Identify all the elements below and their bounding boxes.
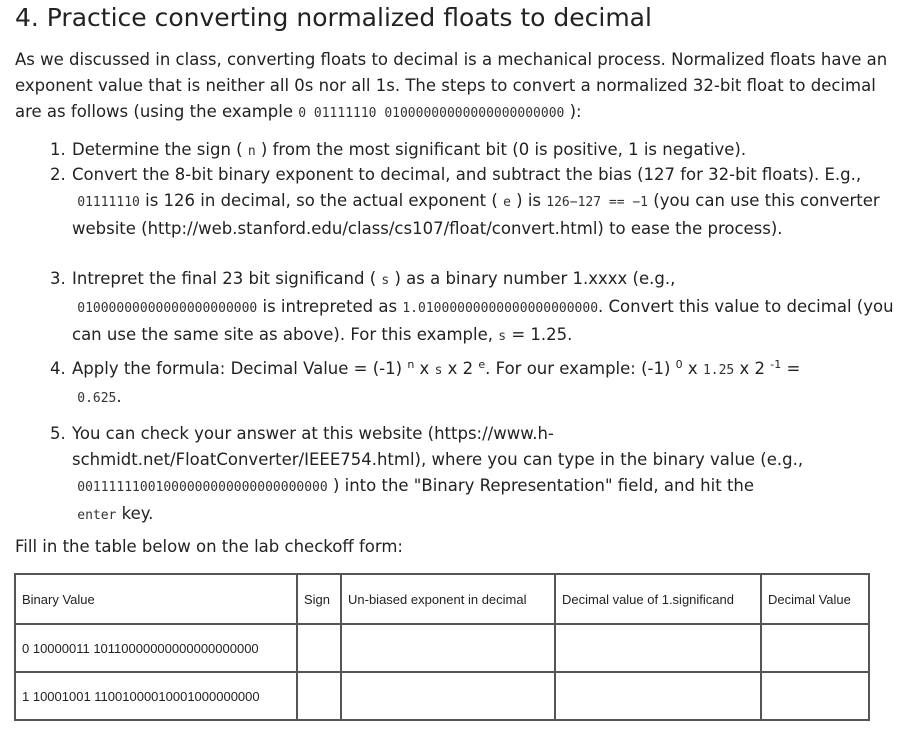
step-text: ) into the "Binary Representation" field, and hit the (327, 476, 755, 495)
superscript: 0 (675, 358, 683, 371)
cell-decimal-value (761, 672, 869, 720)
intro-paragraph (15, 47, 900, 127)
step-number: 2. (50, 165, 66, 184)
cell-significand (555, 672, 761, 720)
table-row (15, 624, 869, 672)
step-text: You can check your answer at this website (https://www.h-schmidt.net/FloatConverter/IEEE754.html), where you can type in the binary value (e.g., (72, 424, 804, 469)
step-text: . (116, 387, 122, 406)
header-sign: Sign (297, 574, 341, 624)
step-text: = (781, 359, 801, 378)
exponent-code: 01111110 (77, 195, 140, 210)
header-significand: Decimal value of 1.significand (555, 574, 761, 624)
table-row (15, 672, 869, 720)
step-text: ) is (510, 191, 547, 210)
header-decimal-value: Decimal Value (761, 574, 869, 624)
step-text: is intrepreted as (257, 297, 403, 316)
intro-example-code: 0 01111110 01000000000000000000000 (298, 106, 565, 121)
significand-expanded-code: 1.01000000000000000000000 (402, 301, 599, 316)
result-code: 0.625 (77, 391, 117, 406)
header-binary-value: Binary Value (15, 574, 297, 624)
intro-text-end: ): (564, 102, 582, 121)
significand-var-code: s (381, 273, 390, 288)
exponent-var-code: e (503, 195, 511, 210)
step-text: x 2 (734, 359, 771, 378)
binary-example-code: 00111111001000000000000000000000 (77, 480, 328, 495)
step-body (72, 421, 902, 529)
cell-unbiased-exponent (341, 672, 555, 720)
step-text: = 1.25. (506, 325, 573, 344)
s-code: s (434, 363, 443, 378)
step-text: x (682, 359, 703, 378)
step-text: ) from the most significant bit (0 is positive, 1 is negative). (255, 140, 747, 159)
superscript: e (478, 358, 486, 371)
superscript: -1 (770, 358, 782, 371)
formula-code: 126−127 == −1 (546, 195, 649, 210)
step-number: 4. (50, 359, 66, 378)
fill-instruction: Fill in the table below on the lab checkoff form: (15, 537, 403, 556)
step-text: is 126 in decimal, so the actual exponent ( (139, 191, 504, 210)
sign-var-code: n (247, 144, 256, 159)
step-number: 5. (50, 424, 66, 443)
cell-sign (297, 672, 341, 720)
step-body (72, 162, 902, 242)
example-value-code: 1.25 (702, 363, 735, 378)
step-text: . Convert this value to decimal (you can use the same site as above). For this example, (72, 297, 894, 344)
step-text: x (414, 359, 435, 378)
step-number: 3. (50, 269, 66, 288)
header-unbiased-exponent: Un-biased exponent in decimal (341, 574, 555, 624)
superscript: n (407, 358, 415, 371)
section-title: 4. Practice converting normalized floats to decimal (15, 3, 652, 32)
step-body (72, 266, 902, 350)
checkoff-table (14, 573, 870, 721)
step-text: Determine the sign ( (72, 140, 248, 159)
cell-binary-value: 1 10001001 11001000010001000000000 (15, 672, 297, 720)
cell-binary-value: 0 10000011 10110000000000000000000 (15, 624, 297, 672)
step-body (72, 356, 902, 412)
enter-key-code: enter (77, 508, 117, 523)
s-var-code: s (498, 329, 507, 344)
step-text: Convert the 8-bit binary exponent to decimal, and subtract the bias (127 for 32-bit floats). E.g., (72, 165, 862, 184)
step-text: x 2 (442, 359, 479, 378)
step-text: ) as a binary number 1.xxxx (e.g., (389, 269, 676, 288)
step-text: . For our example: (-1) (485, 359, 676, 378)
intro-text: As we discussed in class, converting floats to decimal is a mechanical process. Normalized floats have an exponent value that is neither all 0s nor all 1s. The steps to convert a normalized 32-bit float to decimal are as follows (using the example (15, 50, 888, 121)
cell-decimal-value (761, 624, 869, 672)
step-text: Intrepret the final 23 bit significand ( (72, 269, 382, 288)
cell-sign (297, 624, 341, 672)
step-number: 1. (50, 140, 66, 159)
step-text: (you can use this converter website (http://web.stanford.edu/class/cs107/float/convert.html) to ease the process). (72, 191, 880, 238)
step-body (72, 137, 902, 165)
table-header-row (15, 574, 869, 624)
step-text: Apply the formula: Decimal Value = (-1) (72, 359, 408, 378)
step-text: key. (116, 504, 154, 523)
cell-unbiased-exponent (341, 624, 555, 672)
significand-code: 01000000000000000000000 (77, 301, 258, 316)
cell-significand (555, 624, 761, 672)
